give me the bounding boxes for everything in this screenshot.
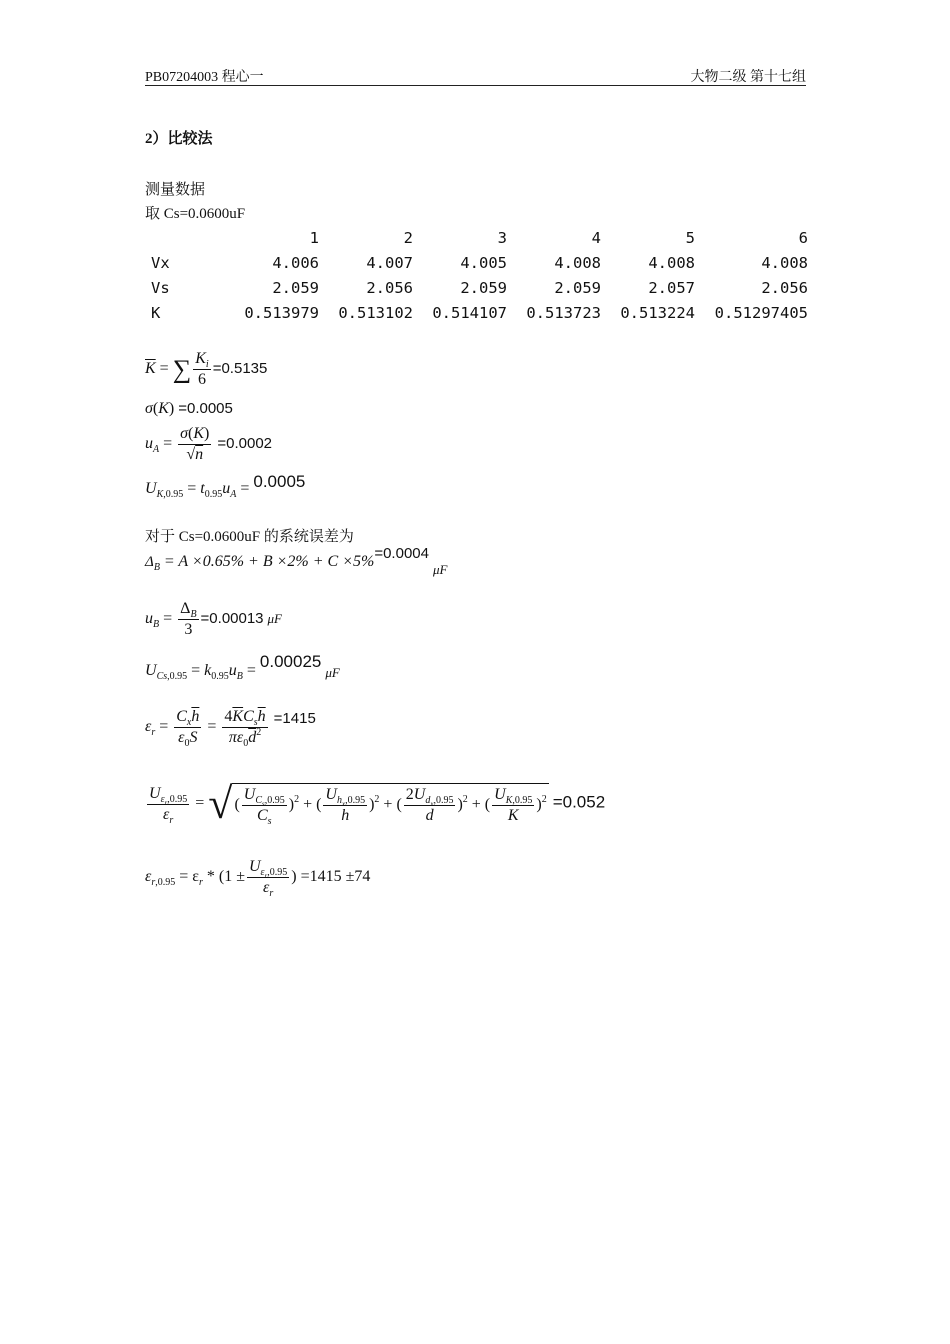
table-cell: 0.513102 <box>338 303 413 322</box>
formula-u-a: $u_A$ = $\frac{\sigma(K)}{√n}$ =0.0002 <box>145 425 272 463</box>
table-cell: 4.007 <box>366 253 413 272</box>
table-cell: 4.006 <box>272 253 319 272</box>
formula-sigma-k: σ(K) =0.0005 <box>145 400 233 417</box>
eps-r-value: =1415 <box>273 710 316 728</box>
cs-note: 取 Cs=0.0600uF <box>145 206 246 222</box>
delta-b-value: =0.0004 <box>374 545 429 562</box>
table-cell: 4.005 <box>460 253 507 272</box>
sys-error-text: 对于 Cs=0.0600uF 的系统误差为 <box>145 529 354 545</box>
table-cell: 2.056 <box>761 278 808 297</box>
section-title: 2）比较法 <box>145 131 213 147</box>
table-cell: 0.51297405 <box>714 303 808 322</box>
unit-uf: μF <box>432 562 448 577</box>
table-row <box>145 300 808 325</box>
formula-rel-uncertainty: $\frac{U_{\varepsilon_r,0.95}}{\varepsilon_r}$ = √ ( $\frac{U_{C_s,0.95}}{C_s}$ )$^2$ + ( $\frac{U_{h_x,0.95}}{h}$ )$^2$ + ( $\frac{2U_{d_x,0.95}}{d}$ )$^2$ + ( $\frac{U_{K,0.95}}{K}$ )$^2$ =0.052 <box>149 779 606 828</box>
col-header: 3 <box>497 228 507 247</box>
measurement-table <box>145 225 808 325</box>
table-cell: 0.513979 <box>244 303 319 322</box>
u-b-value: =0.00013 <box>200 610 264 628</box>
final-value: =1415 ±74 <box>300 868 371 886</box>
unit-uf: μF <box>267 611 282 627</box>
formula-final: $\varepsilon_{r,0.95} = \varepsilon_r * (1$ ± $\frac{U_{\varepsilon_r,0.95}}{\varepsilon_r}$ ) =1415 ±74 <box>145 858 371 899</box>
unit-uf: μF <box>325 665 340 680</box>
u-k-value: 0.0005 <box>253 472 306 491</box>
formula-u-k: $U_{K,0.95} = t_{0.95}u_A = 0.0005$ <box>145 472 306 500</box>
measure-heading: 测量数据 <box>145 182 206 198</box>
u-cs-value: 0.00025 <box>259 652 322 671</box>
header-rule <box>145 85 806 86</box>
col-header: 1 <box>309 228 319 247</box>
col-header: 2 <box>403 228 413 247</box>
formula-u-b: $u_B$ = $\frac{\Delta_B}{3}$ =0.00013 μF <box>145 600 282 638</box>
delta-b-expr: = A ×0.65% + B ×2% + C ×5% <box>163 553 375 570</box>
header-left: PB07204003 程心一 <box>145 70 264 85</box>
formula-delta-b: $\Delta_B = A \times 0.65\% + B \times 2\% + C \times 5\%=0.0004$ $_{\mu F}$ <box>145 545 448 577</box>
final-mult: * (1 ± <box>202 868 245 886</box>
table-cell: 2.059 <box>554 278 601 297</box>
table-cell: 2.056 <box>366 278 413 297</box>
formula-k-mean: $\overline{K}$ = ∑ $\frac{K_i}{6}$ =0.5135 <box>145 350 268 388</box>
final-expr: = ε <box>179 868 199 886</box>
u-a-value: =0.0002 <box>217 435 272 453</box>
table-row <box>145 275 808 300</box>
table-cell: 0.513723 <box>526 303 601 322</box>
table-cell: 2.059 <box>460 278 507 297</box>
row-label: Vs <box>151 278 170 297</box>
table-cell: 2.057 <box>648 278 695 297</box>
table-cell: 0.513224 <box>620 303 695 322</box>
k-mean-value: =0.5135 <box>212 360 268 378</box>
rel-u-value: =0.052 <box>552 792 606 812</box>
formula-eps-r: $\varepsilon_r$ = $\frac{C_x\overline{h}}{\varepsilon_0S}$ = $\frac{4\overline{K}C_s\overline{h}}{\pi\varepsilon_0\overline{d}^2}$ =1415 <box>145 708 316 749</box>
table-cell: 0.514107 <box>432 303 507 322</box>
col-header: 6 <box>798 228 808 247</box>
table-cell: 4.008 <box>554 253 601 272</box>
row-label: K <box>151 303 161 322</box>
sigma-k-value: =0.0005 <box>178 400 233 417</box>
row-label: Vx <box>151 253 170 272</box>
table-cell: 4.008 <box>761 253 808 272</box>
table-row <box>145 250 808 275</box>
col-header: 5 <box>685 228 695 247</box>
formula-u-cs: $U_{Cs,0.95} = k_{0.95}u_B = 0.00025$ μF <box>145 652 340 682</box>
col-header: 4 <box>591 228 601 247</box>
table-cell: 4.008 <box>648 253 695 272</box>
header-right: 大物二级 第十七组 <box>690 70 806 85</box>
table-header-row <box>145 225 808 250</box>
table-cell: 2.059 <box>272 278 319 297</box>
